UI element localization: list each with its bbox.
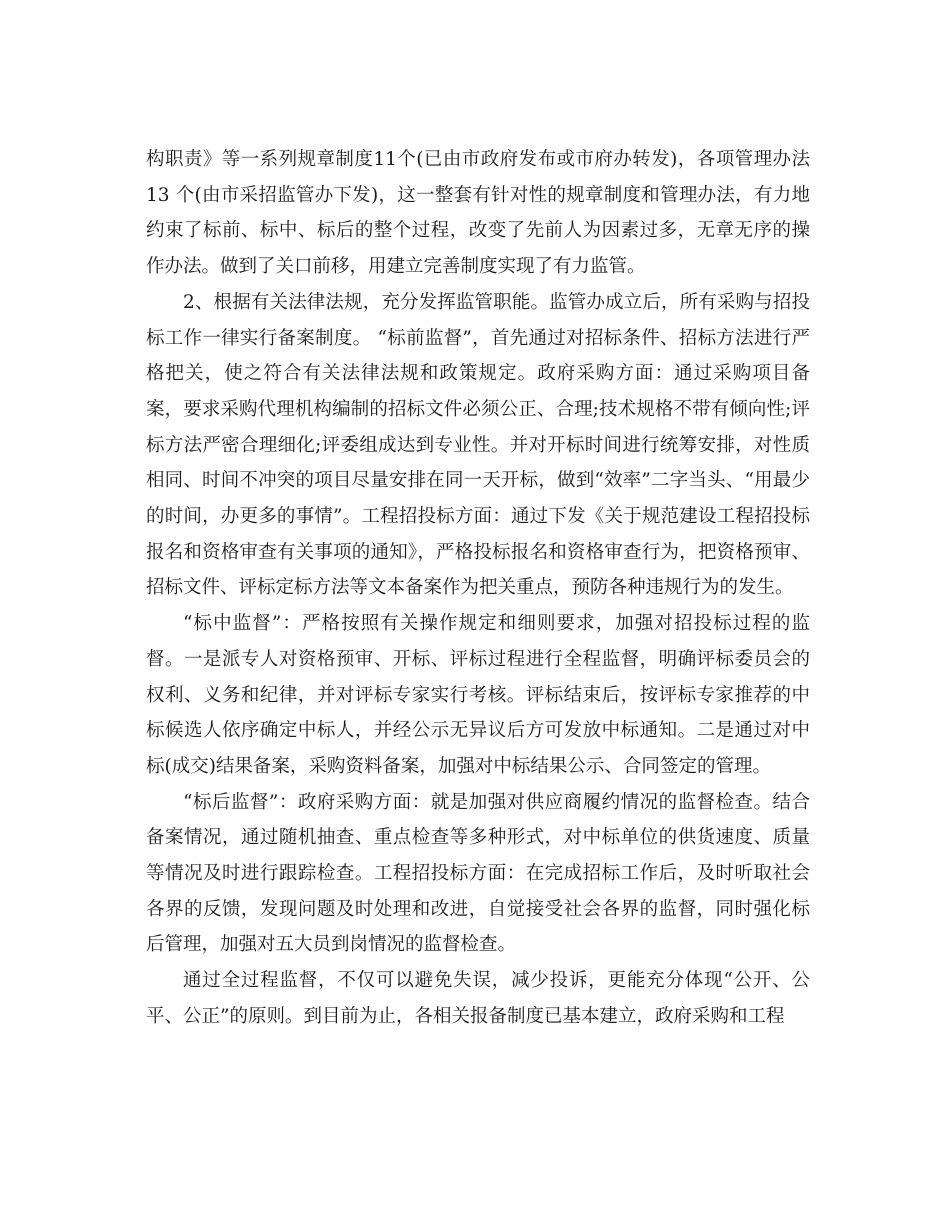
paragraph-pre-bid-supervision: 2、根据有关法律法规，充分发挥监管职能。监管办成立后，所有采购与招投标工作一律实行备案制度。 “标前监督”，首先通过对招标条件、招标方法进行严格把关，使之符合有关法律法规和政策规定。政府采购方面：通过采购项目备案，要求采购代理机构编制的招标文件必须公正、合理;技术规格不带有倾向性;评标方法严密合理细化;评委组成达到专业性。并对开标时间进行统筹安排，对性质相同、时间不冲突的项目尽量安排在同一天开标，做到“效率”二字当头、“用最少的时间，办更多的事情”。工程招投标方面：通过下发《关于规范建设工程招投标报名和资格审查有关事项的通知》，严格投标报名和资格审查行为，把资格预审、招标文件、评标定标方法等文本备案作为把关重点，预防各种违规行为的发生。 bbox=[146, 291, 810, 599]
paragraph-whole-process-supervision: 通过全过程监督，不仅可以避免失误，减少投诉，更能充分体现“公开、公平、公正”的原则。到目前为止，各相关报备制度已基本建立，政府采购和工程 bbox=[146, 970, 810, 1027]
paragraph-post-bid-supervision: “标后监督”：政府采购方面：就是加强对供应商履约情况的监督检查。结合备案情况，通过随机抽查、重点检查等多种形式，对中标单位的供货速度、质量等情况及时进行跟踪检查。工程招投标方面：在完成招标工作后，及时听取社会各界的反馈，发现问题及时处理和改进，自觉接受社会各界的监督，同时强化标后管理，加强对五大员到岗情况的监督检查。 bbox=[146, 791, 810, 956]
document-body bbox=[146, 142, 810, 1035]
paragraph-mid-bid-supervision: “标中监督”：严格按照有关操作规定和细则要求，加强对招投标过程的监督。一是派专人对资格预审、开标、评标过程进行全程监督，明确评标委员会的权利、义务和纪律，并对评标专家实行考核。评标结束后，按评标专家推荐的中标候选人依序确定中标人，并经公示无异议后方可发放中标通知。二是通过对中标(成交)结果备案，采购资料备案，加强对中标结果公示、合同签定的管理。 bbox=[146, 613, 810, 777]
paragraph-regulations-summary: 构职责》等一系列规章制度11个(已由市政府发布或市府办转发)，各项管理办法13 个(由市采招监管办下发)，这一整套有针对性的规章制度和管理办法，有力地约束了标前、标中、标后的整个过程，改变了先前人为因素过多，无章无序的操作办法。做到了关口前移，用建立完善制度实现了有力监管。 bbox=[146, 149, 810, 278]
